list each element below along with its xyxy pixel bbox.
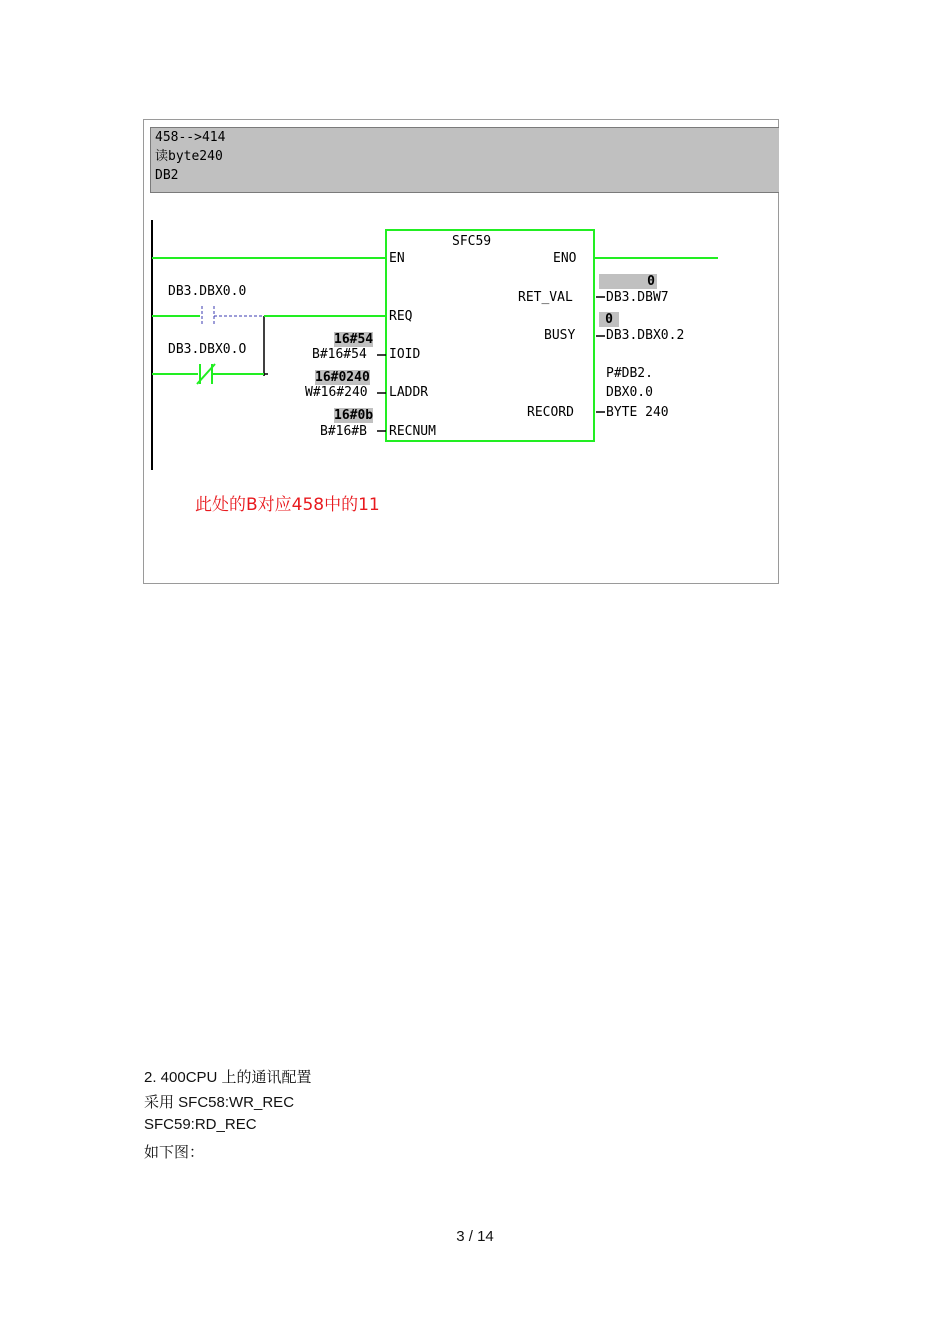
section-heading: 2. 400CPU 上的通讯配置	[144, 1069, 312, 1086]
pin-record-label: RECORD	[527, 405, 574, 420]
ioid-param: B#16#54	[312, 347, 367, 362]
pin-eno-label: ENO	[553, 251, 577, 266]
record-param-line-2: DBX0.0	[606, 385, 653, 400]
ret-val-status-value: 0	[599, 274, 657, 289]
body-line-3: SFC59:RD_REC	[144, 1116, 257, 1133]
page-number: 3 / 14	[456, 1228, 494, 1245]
body-line-2: 采用 SFC58:WR_REC	[144, 1094, 295, 1111]
comment-line-3: DB2	[155, 168, 179, 183]
comment-line-1: 458-->414	[155, 130, 226, 145]
pin-ret-val-label: RET_VAL	[518, 290, 573, 305]
no-contact-label: DB3.DBX0.0	[168, 284, 247, 299]
busy-status-value: 0	[599, 312, 619, 327]
pin-req-label: REQ	[389, 309, 413, 324]
annotation-note: 此处的B对应458中的11	[195, 495, 380, 515]
block-name: SFC59	[452, 234, 492, 249]
pin-ioid-label: IOID	[389, 347, 421, 362]
pin-en-label: EN	[389, 251, 405, 266]
no-contact	[202, 306, 264, 326]
comment-line-2: 读byte240	[155, 149, 223, 164]
recnum-status-value: 16#0b	[334, 408, 374, 423]
laddr-param: W#16#240	[305, 385, 368, 400]
pin-recnum-label: RECNUM	[389, 424, 436, 439]
pin-laddr-label: LADDR	[389, 385, 429, 400]
ioid-status-value: 16#54	[334, 332, 374, 347]
pin-busy-label: BUSY	[544, 328, 576, 343]
busy-param: DB3.DBX0.2	[606, 328, 685, 343]
record-param-line-3: BYTE 240	[606, 405, 669, 420]
ret-val-param: DB3.DBW7	[606, 290, 669, 305]
nc-contact-label: DB3.DBX0.O	[168, 342, 247, 357]
body-line-4: 如下图：	[144, 1144, 205, 1161]
recnum-param: B#16#B	[320, 424, 367, 439]
record-param-line-1: P#DB2.	[606, 366, 653, 381]
laddr-status-value: 16#0240	[315, 370, 370, 385]
